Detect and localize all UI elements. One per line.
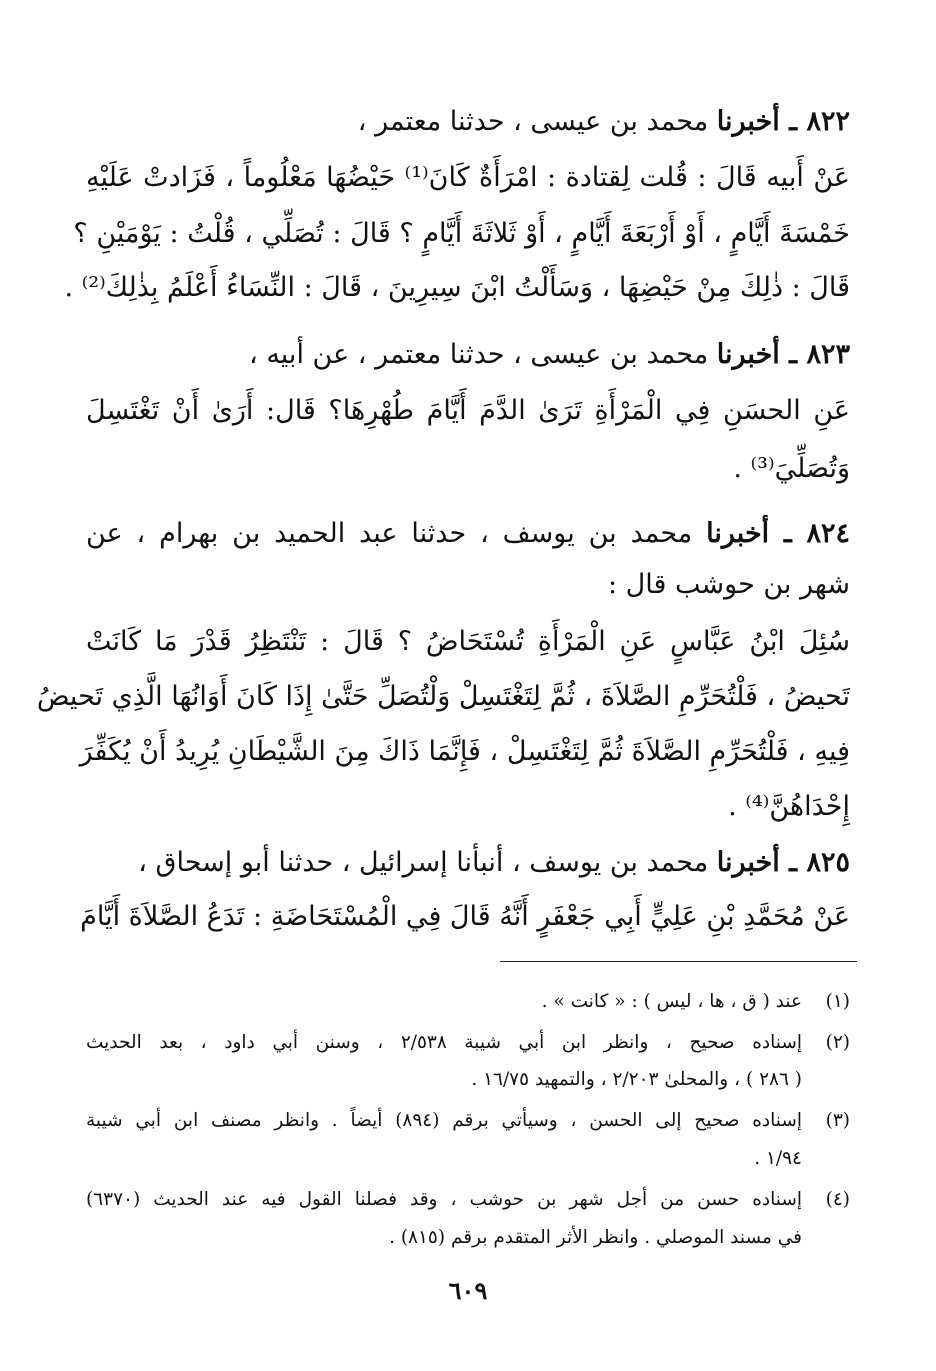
hadith-823-header: ٨٢٣ ـ أخبرنا محمد بن عيسى ، حدثنا معتمر ، عن أبيه ، [249, 339, 850, 370]
footnote-2-line-2: ( ٢٨٦ ) ، والمحلىٰ ٢/٢٠٣ ، والتمهيد ١٦/٧٥ . [471, 1069, 802, 1090]
footnote-3-line-1: إسناده صحيح إلى الحسن ، وسيأتي برقم (٨٩٤) أيضاً . وانظر مصنف ابن أبي شيبة [86, 1110, 802, 1131]
hadith-824-header-1: ٨٢٤ ـ أخبرنا محمد بن يوسف ، حدثنا عبد الحميد بن بهرام ، عن [86, 518, 850, 549]
footnote-2-mark: (٢) [825, 1032, 850, 1053]
footnote-1-line-1: عند ( ق ، ها ، ليس ) : « كانت » . [541, 991, 802, 1012]
hadith-825-line-1: عَنْ مُحَمَّدِ بْنِ عَلِيٍّ أَبِي جَعْفَرٍ أَنَّهُ قَالَ فِي الْمُسْتَحَاضَةِ : تَدَعُ الصَّلاَةَ أَيَّامَ [80, 901, 850, 932]
hadith-823-line-2: وَتُصَلِّيَ⁽³⁾ . [733, 453, 850, 484]
hadith-824-header-2: شهر بن حوشب قال : [608, 569, 850, 600]
hadith-number-label: ٨٢٥ ـ أخبرنا [716, 847, 850, 878]
hadith-number-label: ٨٢٣ ـ أخبرنا [716, 339, 850, 370]
footnote-4-line-2: في مسند الموصلي . وانظر الأثر المتقدم برقم (٨١٥) . [389, 1227, 802, 1248]
footnote-3-mark: (٣) [825, 1110, 850, 1131]
footnote-3-line-2: ١/٩٤ . [754, 1148, 802, 1169]
hadith-824-line-1: سُئِلَ ابْنُ عَبَّاسٍ عَنِ الْمَرْأَةِ تُسْتَحَاضُ ؟ قَالَ : تَنْتَظِرُ قَدْرَ مَا كَانَتْ [86, 626, 850, 657]
footnote-4-mark: (٤) [825, 1189, 850, 1210]
hadith-824-line-2: تَحيضُ ، فَلْتُحَرِّمِ الصَّلاَةَ ، ثُمَّ لِتَغْتَسِلْ وَلْتُصَلِّ حَتَّىٰ إِذَا كَانَ أَوَانُهَا الَّذِي تَحيضُ [36, 681, 850, 712]
hadith-824-line-3: فِيهِ ، فَلْتُحَرِّمِ الصَّلاَةَ ثُمَّ لِتَغْتَسِلْ ، فَإِنَّمَا ذَاكَ مِنَ الشَّيْطَانِ يُرِيدُ أَنْ يُكَفِّرَ [79, 736, 850, 767]
hadith-822-header: ٨٢٢ ـ أخبرنا محمد بن عيسى ، حدثنا معتمر ، [357, 106, 850, 137]
hadith-825-header: ٨٢٥ ـ أخبرنا محمد بن يوسف ، أنبأنا إسرائيل ، حدثنا أبو إسحاق ، [138, 847, 850, 878]
hadith-824-line-4: إِحْدَاهُنَّ⁽⁴⁾ . [728, 791, 850, 822]
hadith-822-line-3: قَالَ : ذٰلِكَ مِنْ حَيْضِهَا ، وَسَأَلْتُ ابْنَ سِيرِينَ ، قَالَ : النِّسَاءُ أَعْلَمُ بِذٰلِكَ⁽²⁾ . [64, 272, 850, 303]
footnote-separator [500, 961, 857, 962]
footnote-4-line-1: إسناده حسن من أجل شهر بن حوشب ، وقد فصلنا القول فيه عند الحديث (٦٣٧٠) [86, 1189, 802, 1210]
hadith-823-line-1: عَنِ الحسَنِ فِي الْمَرْأَةِ تَرَىٰ الدَّمَ أَيَّامَ طُهْرِهَا؟ قَال: أَرَىٰ أَنْ تَغْتَسِلَ [86, 395, 850, 426]
hadith-number-label: ٨٢٤ ـ أخبرنا [706, 518, 850, 549]
page-number: ٦٠٩ [448, 1276, 488, 1305]
hadith-822-line-2: خَمْسَةَ أَيَّامٍ ، أَوْ أَرْبَعَةَ أَيَّامٍ ، أَوْ ثَلاثَةَ أَيَّامٍ ؟ قَالَ : تُصَلِّي ، قُلْتُ : يَوْمَيْنِ ؟ [73, 218, 850, 249]
footnote-1-mark: (١) [825, 991, 850, 1012]
footnote-2-line-1: إسناده صحيح ، وانظر ابن أبي شيبة ٢/٥٣٨ ، وسنن أبي داود ، بعد الحديث [86, 1032, 803, 1053]
hadith-822-line-1: عَنْ أَبيه قَالَ : قُلت لِقتادة : امْرَأَةٌ كَانَ⁽¹⁾ حَيْضُهَا مَعْلُوماً ، فَزَادتْ عَلَيْهِ [86, 162, 850, 193]
hadith-number-label: ٨٢٢ ـ أخبرنا [716, 106, 850, 137]
